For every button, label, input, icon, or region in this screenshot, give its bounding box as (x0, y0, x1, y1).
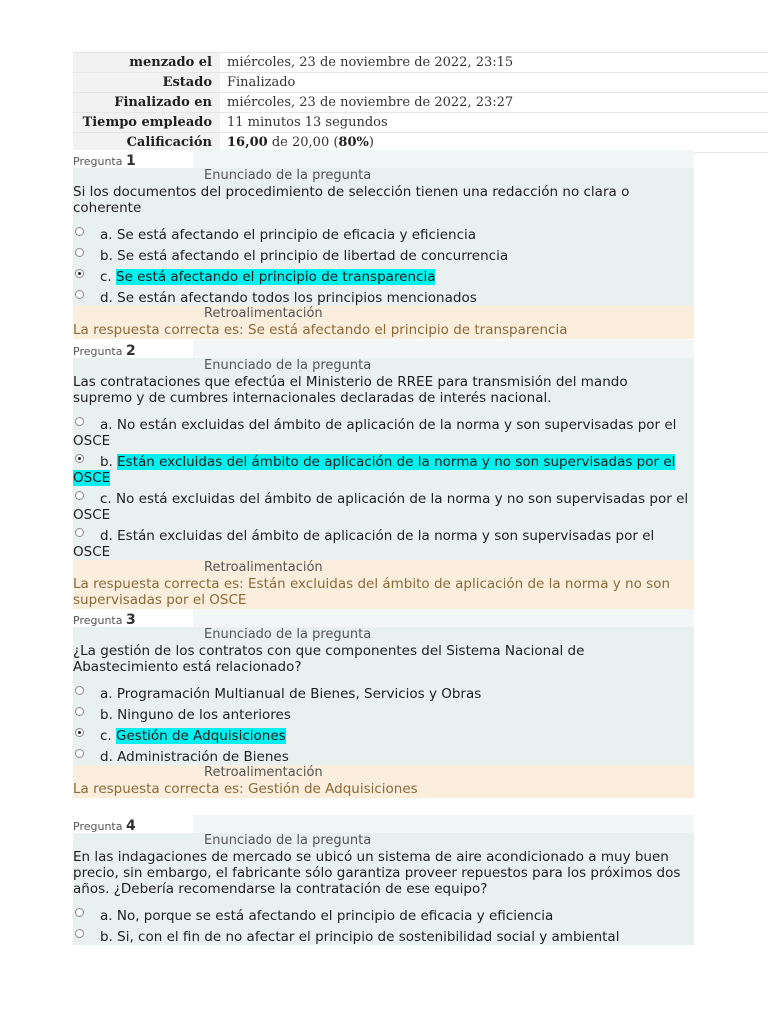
radio-button-selected[interactable] (73, 269, 100, 285)
question-number: Pregunta 1 (73, 153, 136, 169)
answer-list (73, 412, 694, 560)
grade-percent: 80% (338, 135, 369, 150)
answer-option[interactable]: d. Están excluidas del ámbito de aplicación de la norma y son supervisadas por el OSCE (73, 528, 655, 560)
question-header (73, 150, 694, 168)
answer-option[interactable]: a. Programación Multianual de Bienes, Servicios y Obras (73, 681, 694, 702)
question-text: En las indagaciones de mercado se ubicó un sistema de aire acondicionado a muy buen precio, sin embargo, el fabricante sólo garantiza proveer repuestos para los próximos dos años. ¿Debería recomendarse la contratación de ese equipo? (73, 849, 681, 897)
radio-button[interactable] (73, 707, 100, 723)
question-3 (73, 609, 694, 798)
summary-row-time (73, 112, 768, 132)
answer-option[interactable]: d. Se están afectando todos los principios mencionados (73, 285, 694, 306)
feedback-box (73, 560, 694, 609)
feedback-text: La respuesta correcta es: Gestión de Adquisiciones (73, 781, 418, 797)
statement-label: Enunciado de la pregunta (204, 168, 372, 183)
summary-label: Calificación (73, 133, 220, 152)
summary-row-finished (73, 92, 768, 112)
question-header (73, 815, 694, 833)
question-number: Pregunta 3 (73, 612, 136, 628)
question-number: Pregunta 2 (73, 343, 136, 359)
feedback-box (73, 765, 694, 798)
answer-list (73, 903, 694, 945)
answer-option[interactable]: b. Ninguno de los anteriores (73, 702, 694, 723)
question-2 (73, 340, 694, 609)
radio-button[interactable] (73, 929, 100, 945)
answer-option[interactable]: d. Administración de Bienes (73, 744, 694, 765)
attempt-summary-table (73, 52, 768, 153)
feedback-label: Retroalimentación (204, 306, 323, 321)
answer-option-selected[interactable]: c. Gestión de Adquisiciones (73, 723, 694, 744)
statement-label: Enunciado de la pregunta (204, 833, 372, 848)
answer-option-selected[interactable]: c. Se está afectando el principio de transparencia (73, 264, 694, 285)
question-text: Si los documentos del procedimiento de selección tienen una redacción no clara o coherente (73, 184, 630, 216)
summary-value: Finalizado (227, 75, 296, 90)
summary-row-state (73, 72, 768, 92)
answer-option[interactable]: a. Se está afectando el principio de eficacia y eficiencia (73, 222, 694, 243)
radio-button[interactable] (73, 290, 100, 306)
grade-score: 16,00 (227, 135, 268, 150)
radio-button[interactable] (73, 248, 100, 264)
summary-label: menzado el (73, 53, 220, 72)
question-number: Pregunta 4 (73, 818, 136, 834)
feedback-text: La respuesta correcta es: Se está afectando el principio de transparencia (73, 322, 568, 338)
summary-label: Tiempo empleado (73, 113, 220, 132)
question-header (73, 340, 694, 358)
feedback-text: La respuesta correcta es: Están excluidas del ámbito de aplicación de la norma y no son supervisadas por el OSCE (73, 576, 671, 608)
answer-option-selected[interactable]: b. Están excluidas del ámbito de aplicación de la norma y no son supervisadas por el OSCE (73, 454, 676, 486)
question-content (73, 627, 694, 765)
statement-label: Enunciado de la pregunta (204, 358, 372, 373)
question-content (73, 833, 694, 945)
answer-option[interactable]: a. No están excluidas del ámbito de aplicación de la norma y son supervisadas por el OSCE (73, 417, 677, 449)
question-text: ¿La gestión de los contratos con que componentes del Sistema Nacional de Abastecimiento está relacionado? (73, 643, 585, 675)
feedback-label: Retroalimentación (204, 765, 323, 780)
answer-option[interactable]: a. No, porque se está afectando el principio de eficacia y eficiencia (73, 903, 694, 924)
question-1 (73, 150, 694, 339)
summary-label: Estado (73, 73, 220, 92)
question-4 (73, 815, 694, 945)
statement-label: Enunciado de la pregunta (204, 627, 372, 642)
feedback-label: Retroalimentación (204, 560, 323, 575)
summary-value: 11 minutos 13 segundos (227, 115, 388, 130)
radio-button[interactable] (73, 908, 100, 924)
answer-option[interactable]: b. Se está afectando el principio de libertad de concurrencia (73, 243, 694, 264)
radio-button[interactable] (73, 227, 100, 243)
summary-row-started (73, 52, 768, 72)
grade-total: de 20,00 ( (267, 135, 339, 150)
question-header (73, 609, 694, 627)
question-text: Las contrataciones que efectúa el Ministerio de RREE para transmisión del mando supremo y de cumbres internacionales declaradas de interés nacional. (73, 374, 628, 406)
answer-option[interactable]: b. Si, con el fin de no afectar el principio de sostenibilidad social y ambiental (73, 924, 694, 945)
question-content (73, 168, 694, 306)
answer-list (73, 681, 694, 765)
summary-value: miércoles, 23 de noviembre de 2022, 23:15 (227, 55, 514, 70)
answer-option[interactable]: c. No está excluidas del ámbito de aplicación de la norma y no son supervisadas por el OSCE (73, 491, 689, 523)
feedback-box (73, 306, 694, 339)
answer-list (73, 222, 694, 306)
summary-value: miércoles, 23 de noviembre de 2022, 23:27 (227, 95, 514, 110)
radio-button[interactable] (73, 686, 100, 702)
summary-label: Finalizado en (73, 93, 220, 112)
radio-button-selected[interactable] (73, 728, 100, 744)
grade-close: ) (368, 135, 374, 150)
question-content (73, 358, 694, 560)
radio-button[interactable] (73, 749, 100, 765)
